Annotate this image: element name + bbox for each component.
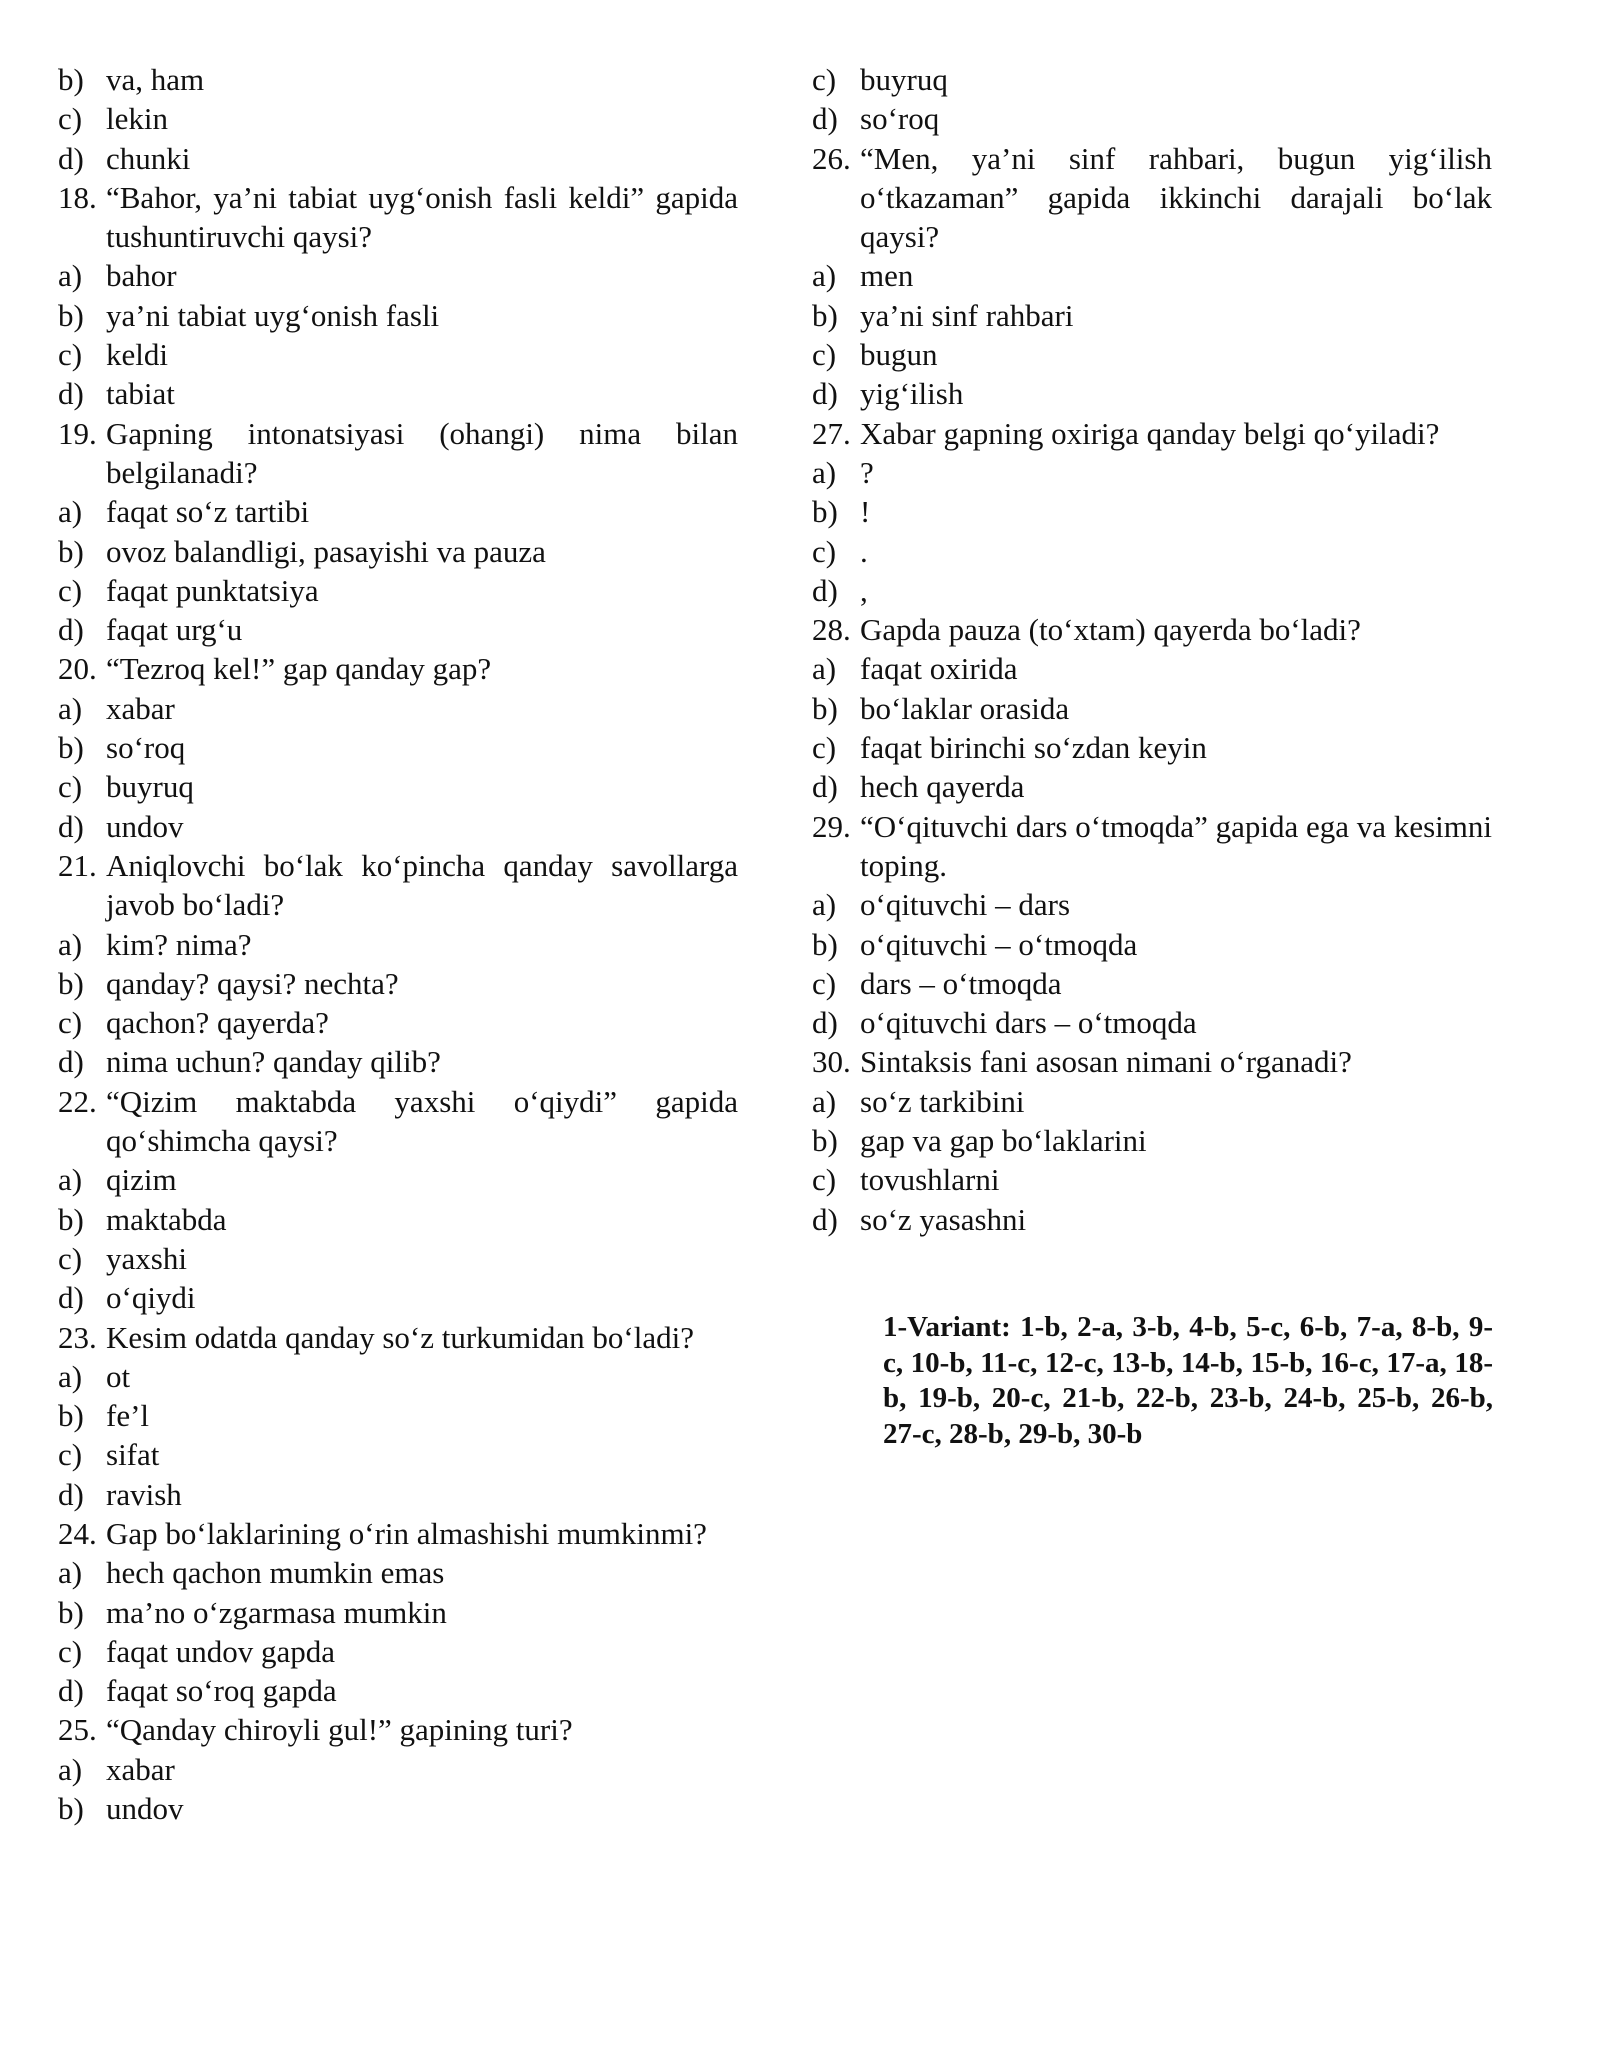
question-text: Gap bo‘laklarining o‘rin almashishi mumkinmi?: [106, 1515, 707, 1551]
option-letter: c): [812, 533, 837, 569]
option-item: [58, 1278, 738, 1317]
option-text: nima uchun? qanday qilib?: [106, 1044, 441, 1080]
option-text: ya’ni tabiat uyg‘onish fasli: [106, 297, 440, 333]
option-item: [812, 374, 1492, 413]
option-text: chunki: [106, 140, 191, 176]
question-number: 29.: [812, 808, 851, 844]
option-letter: b): [812, 1123, 838, 1159]
option-text: kim? nima?: [106, 926, 252, 962]
option-letter: a): [58, 258, 83, 294]
option-letter: c): [58, 1633, 83, 1669]
option-item: [812, 649, 1492, 688]
option-letter: b): [812, 297, 838, 333]
question-number: 25.: [58, 1712, 97, 1748]
option-text: yaxshi: [106, 1240, 187, 1276]
option-item: [812, 256, 1492, 295]
option-item: [58, 1042, 738, 1081]
option-item: [58, 1475, 738, 1514]
option-item: [58, 374, 738, 413]
option-letter: a): [812, 651, 837, 687]
option-text: xabar: [106, 1751, 175, 1787]
option-letter: d): [58, 1280, 84, 1316]
option-letter: a): [58, 1555, 83, 1591]
option-text: lekin: [106, 101, 168, 137]
option-text: so‘roq: [106, 730, 186, 766]
option-letter: b): [58, 1201, 84, 1237]
question-item: [58, 414, 738, 493]
option-letter: d): [58, 612, 84, 648]
question-number: 18.: [58, 179, 97, 215]
option-letter: c): [58, 1005, 83, 1041]
option-text: bahor: [106, 258, 177, 294]
question-text: Gapda pauza (to‘xtam) qayerda bo‘ladi?: [860, 612, 1361, 648]
option-text: bugun: [860, 337, 938, 373]
option-letter: c): [812, 965, 837, 1001]
option-text: tovushlarni: [860, 1162, 1000, 1198]
option-text: dars – o‘tmoqda: [860, 965, 1062, 1001]
question-text: Sintaksis fani asosan nimani o‘rganadi?: [860, 1044, 1352, 1080]
option-item: [812, 492, 1492, 531]
option-text: qachon? qayerda?: [106, 1005, 329, 1041]
option-letter: d): [812, 572, 838, 608]
option-letter: c): [812, 730, 837, 766]
option-text: yig‘ilish: [860, 376, 964, 412]
question-number: 21.: [58, 847, 97, 883]
option-item: [58, 256, 738, 295]
question-text: Gapning intonatsiyasi (ohangi) nima bilan belgilanadi?: [106, 415, 738, 490]
option-text: hech qachon mumkin emas: [106, 1555, 445, 1591]
option-item: [58, 1671, 738, 1710]
option-letter: c): [58, 1240, 83, 1276]
option-item: [812, 99, 1492, 138]
option-item: [58, 1593, 738, 1632]
question-text: “Tezroq kel!” gap qanday gap?: [106, 651, 492, 687]
question-number: 26.: [812, 140, 851, 176]
option-text: men: [860, 258, 914, 294]
option-item: [812, 925, 1492, 964]
option-item: [812, 767, 1492, 806]
option-text: ?: [860, 454, 874, 490]
option-text: o‘qituvchi dars – o‘tmoqda: [860, 1005, 1197, 1041]
question-item: [58, 1082, 738, 1161]
option-letter: a): [58, 494, 83, 530]
option-item: [812, 1121, 1492, 1160]
option-item: [58, 139, 738, 178]
option-letter: b): [58, 1398, 84, 1434]
option-item: [58, 1435, 738, 1474]
option-letter: d): [812, 101, 838, 137]
option-letter: b): [58, 730, 84, 766]
option-item: [812, 453, 1492, 492]
option-item: [812, 1003, 1492, 1042]
option-text: o‘qituvchi – o‘tmoqda: [860, 926, 1138, 962]
option-item: [812, 728, 1492, 767]
option-text: buyruq: [106, 769, 194, 805]
option-text: hech qayerda: [860, 769, 1025, 805]
option-letter: d): [58, 140, 84, 176]
option-text: faqat urg‘u: [106, 612, 243, 648]
option-letter: d): [58, 376, 84, 412]
option-item: [58, 1357, 738, 1396]
question-text: “Men, ya’ni sinf rahbari, bugun yig‘ilish o‘tkazaman” gapida ikkinchi darajali bo‘lak qaysi?: [860, 140, 1492, 255]
option-text: bo‘laklar orasida: [860, 690, 1070, 726]
question-item: [812, 139, 1492, 257]
option-letter: a): [812, 1083, 837, 1119]
option-item: [58, 610, 738, 649]
option-text: ma’no o‘zgarmasa mumkin: [106, 1594, 447, 1630]
option-letter: c): [812, 337, 837, 373]
option-letter: d): [812, 1005, 838, 1041]
option-item: [58, 1200, 738, 1239]
option-item: [58, 492, 738, 531]
option-text: so‘z tarkibini: [860, 1083, 1025, 1119]
option-letter: d): [58, 1476, 84, 1512]
option-text: ,: [860, 572, 868, 608]
option-item: [812, 335, 1492, 374]
option-item: [812, 571, 1492, 610]
option-item: [58, 1553, 738, 1592]
option-item: [58, 1160, 738, 1199]
option-text: qanday? qaysi? nechta?: [106, 965, 399, 1001]
option-item: [58, 1789, 738, 1828]
option-text: !: [860, 494, 871, 530]
option-text: xabar: [106, 690, 175, 726]
option-text: faqat undov gapda: [106, 1633, 335, 1669]
question-item: [812, 807, 1492, 886]
question-number: 20.: [58, 651, 97, 687]
option-letter: d): [58, 808, 84, 844]
option-text: o‘qiydi: [106, 1280, 196, 1316]
question-number: 30.: [812, 1044, 851, 1080]
option-letter: d): [812, 769, 838, 805]
option-item: [58, 335, 738, 374]
option-item: [58, 296, 738, 335]
question-item: [812, 610, 1492, 649]
option-text: faqat so‘roq gapda: [106, 1673, 337, 1709]
option-item: [812, 60, 1492, 99]
option-letter: d): [812, 376, 838, 412]
option-letter: b): [58, 62, 84, 97]
option-text: ovoz balandligi, pasayishi va pauza: [106, 533, 546, 569]
option-item: [58, 1750, 738, 1789]
option-item: [58, 689, 738, 728]
option-letter: b): [58, 533, 84, 569]
question-item: [58, 178, 738, 257]
option-letter: c): [812, 62, 837, 97]
option-text: faqat punktatsiya: [106, 572, 319, 608]
question-item: [812, 1042, 1492, 1081]
option-letter: a): [58, 926, 83, 962]
option-item: [58, 1396, 738, 1435]
option-item: [812, 689, 1492, 728]
option-text: so‘z yasashni: [860, 1201, 1027, 1237]
question-item: [58, 1710, 738, 1749]
option-letter: b): [58, 1791, 84, 1827]
option-item: [58, 925, 738, 964]
question-number: 19.: [58, 415, 97, 451]
option-letter: b): [58, 1594, 84, 1630]
option-letter: d): [58, 1673, 84, 1709]
right-column: [812, 60, 1492, 1239]
option-text: o‘qituvchi – dars: [860, 887, 1071, 923]
question-text: “Qizim maktabda yaxshi o‘qiydi” gapida qo‘shimcha qaysi?: [106, 1083, 738, 1159]
option-letter: b): [58, 965, 84, 1001]
option-text: sifat: [106, 1437, 160, 1473]
option-text: undov: [106, 1791, 184, 1827]
question-text: “Qanday chiroyli gul!” gapining turi?: [106, 1712, 573, 1748]
option-text: qizim: [106, 1162, 177, 1198]
option-text: keldi: [106, 337, 168, 373]
option-item: [58, 532, 738, 571]
option-text: .: [860, 533, 868, 569]
option-text: tabiat: [106, 376, 175, 412]
option-text: maktabda: [106, 1201, 227, 1237]
question-item: [58, 649, 738, 688]
left-column: [58, 60, 738, 1828]
option-letter: b): [812, 494, 838, 530]
question-number: 24.: [58, 1515, 97, 1551]
option-letter: a): [58, 1162, 83, 1198]
option-item: [812, 964, 1492, 1003]
option-item: [812, 296, 1492, 335]
question-number: 27.: [812, 415, 851, 451]
option-text: buyruq: [860, 62, 948, 97]
question-item: [58, 846, 738, 925]
option-text: gap va gap bo‘laklarini: [860, 1123, 1147, 1159]
question-text: “O‘qituvchi dars o‘tmoqda” gapida ega va kesimni toping.: [860, 808, 1492, 883]
option-text: faqat birinchi so‘zdan keyin: [860, 730, 1207, 766]
option-letter: b): [812, 926, 838, 962]
option-letter: a): [58, 690, 83, 726]
option-item: [58, 1003, 738, 1042]
option-letter: c): [58, 1437, 83, 1473]
option-letter: c): [812, 1162, 837, 1198]
option-text: ravish: [106, 1476, 182, 1512]
option-item: [58, 60, 738, 99]
option-letter: a): [812, 258, 837, 294]
option-letter: b): [58, 297, 84, 333]
option-item: [58, 571, 738, 610]
question-text: Kesim odatda qanday so‘z turkumidan bo‘ladi?: [106, 1319, 694, 1355]
option-text: fe’l: [106, 1398, 150, 1434]
option-letter: c): [58, 337, 83, 373]
option-letter: a): [812, 887, 837, 923]
question-number: 22.: [58, 1083, 97, 1119]
option-item: [812, 532, 1492, 571]
option-letter: c): [58, 101, 83, 137]
option-letter: c): [58, 572, 83, 608]
question-text: Xabar gapning oxiriga qanday belgi qo‘yiladi?: [860, 415, 1440, 451]
option-item: [58, 807, 738, 846]
option-text: so‘roq: [860, 101, 940, 137]
option-text: va, ham: [106, 62, 205, 97]
option-item: [812, 1082, 1492, 1121]
option-letter: a): [812, 454, 837, 490]
answer-key: 1-Variant: 1-b, 2-a, 3-b, 4-b, 5-c, 6-b, 7-a, 8-b, 9-c, 10-b, 11-c, 12-c, 13-b, 14-b, 15-b, 16-c, 17-a, 18-b, 19-b, 20-c, 21-b, 22-b, 23-b, 24-b, 25-b, 26-b, 27-c, 28-b, 29-b, 30-b: [883, 1311, 1493, 1450]
option-text: ot: [106, 1358, 131, 1394]
option-letter: b): [812, 690, 838, 726]
question-item: [812, 414, 1492, 453]
option-item: [812, 1200, 1492, 1239]
option-letter: d): [812, 1201, 838, 1237]
option-text: faqat oxirida: [860, 651, 1018, 687]
option-item: [58, 1632, 738, 1671]
option-item: [812, 885, 1492, 924]
question-text: Aniqlovchi bo‘lak ko‘pincha qanday savollarga javob bo‘ladi?: [106, 847, 738, 923]
question-number: 23.: [58, 1319, 97, 1355]
question-item: [58, 1318, 738, 1357]
option-item: [58, 728, 738, 767]
question-item: [58, 1514, 738, 1553]
option-letter: c): [58, 769, 83, 805]
option-item: [812, 1160, 1492, 1199]
option-item: [58, 1239, 738, 1278]
question-number: 28.: [812, 612, 851, 648]
option-text: undov: [106, 808, 184, 844]
option-text: ya’ni sinf rahbari: [860, 297, 1074, 333]
option-item: [58, 964, 738, 1003]
option-letter: a): [58, 1358, 83, 1394]
option-item: [58, 99, 738, 138]
option-letter: a): [58, 1751, 83, 1787]
option-text: faqat so‘z tartibi: [106, 494, 310, 530]
option-item: [58, 767, 738, 806]
question-text: “Bahor, ya’ni tabiat uyg‘onish fasli keldi” gapida tushuntiruvchi qaysi?: [106, 179, 738, 255]
option-letter: d): [58, 1044, 84, 1080]
